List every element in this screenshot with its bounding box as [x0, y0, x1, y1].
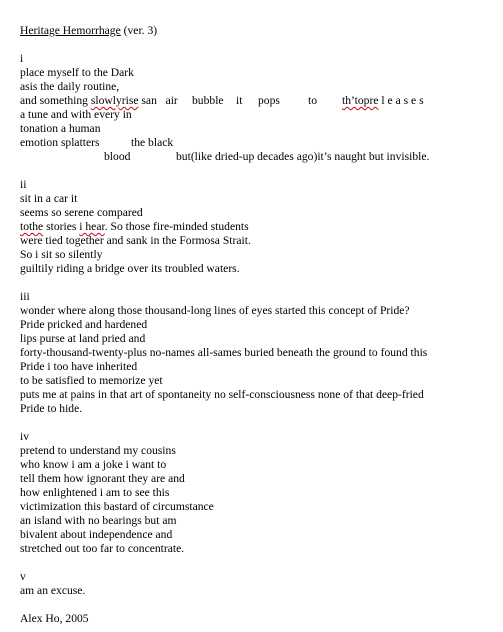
- section-ii-line: sit in a car it: [20, 192, 78, 205]
- section-i-word: [342, 94, 424, 108]
- section-i-line: emotion splatters: [20, 136, 100, 149]
- section-ii-line: So i sit so silently: [20, 248, 103, 261]
- section-i-word: it: [236, 94, 243, 107]
- section-iii-line: Pride to hide.: [20, 402, 83, 415]
- section-i-line: asis the daily routine,: [20, 80, 120, 93]
- section-iv-line: who know i am a joke i want to: [20, 458, 167, 471]
- misspelled-word: i hear: [79, 220, 105, 233]
- section-iii-line: to be satisfied to memorize yet: [20, 374, 163, 387]
- section-ii-line: were tied together and sank in the Formosa Strait.: [20, 234, 251, 247]
- section-iv-line: pretend to understand my cousins: [20, 444, 176, 457]
- misspelled-word: tothe: [20, 220, 44, 233]
- section-i-line: a tune and with every in: [20, 108, 132, 121]
- section-ii-line: seems so serene compared: [20, 206, 143, 219]
- misspelled-word: slowlyrise: [90, 94, 139, 107]
- section-iv-line: bivalent about independence and: [20, 528, 173, 541]
- section-ii-text: . So those fire-minded students: [104, 220, 249, 233]
- section-i-word: bubble: [192, 94, 224, 107]
- section-ii-line: guiltily riding a bridge over its troubled waters.: [20, 262, 240, 275]
- poem-title-version: (ver. 3): [120, 24, 158, 37]
- section-iii-numeral: iii: [20, 290, 30, 303]
- section-iv-line: tell them how ignorant they are and: [20, 472, 185, 485]
- author-signature: Alex Ho, 2005: [20, 612, 89, 625]
- section-i-numeral: i: [20, 52, 24, 65]
- section-iii-line: wonder where along those thousand-long lines of eyes started this concept of Pride?: [20, 304, 410, 317]
- section-i-word: blood: [104, 150, 131, 163]
- section-iii-line: Pride i too have inherited: [20, 360, 138, 373]
- section-iii-line: puts me at pains in that art of spontaneity no self-consciousness none of that deep-fried: [20, 388, 424, 401]
- section-i-line-scattered: [20, 94, 178, 108]
- section-i-line: but(like dried-up decades ago)it’s naught but invisible.: [176, 150, 430, 163]
- section-iv-line: how enlightened i am to see this: [20, 486, 170, 499]
- section-iii-line: forty-thousand-twenty-plus no-names all-sames buried beneath the ground to found this: [20, 346, 428, 359]
- section-iv-numeral: iv: [20, 430, 30, 443]
- section-i-text: l e a s e s: [381, 94, 424, 107]
- section-ii-numeral: ii: [20, 178, 27, 191]
- section-i-line: tonation a human: [20, 122, 101, 135]
- section-i-line: place myself to the Dark: [20, 66, 134, 79]
- section-ii-line: [20, 220, 249, 234]
- section-i-word: the black: [131, 136, 174, 149]
- section-iv-line: victimization this bastard of circumstance: [20, 500, 214, 513]
- section-iv-line: an island with no bearings but am: [20, 514, 177, 527]
- section-i-word: to: [308, 94, 318, 107]
- section-i-text: san air: [138, 94, 178, 107]
- section-iv-line: stretched out too far to concentrate.: [20, 542, 185, 555]
- misspelled-word: th’topre: [342, 94, 379, 107]
- section-i-text: and something: [20, 94, 91, 107]
- section-v-numeral: v: [20, 570, 26, 583]
- section-iii-line: Pride pricked and hardened: [20, 318, 148, 331]
- section-i-word: pops: [258, 94, 280, 107]
- section-iii-line: lips purse at land pried and: [20, 332, 146, 345]
- poem-title-main: Heritage Hemorrhage: [20, 24, 121, 37]
- section-ii-text: stories: [43, 220, 80, 233]
- poem-title: [20, 24, 157, 38]
- section-v-line: am an excuse.: [20, 584, 86, 597]
